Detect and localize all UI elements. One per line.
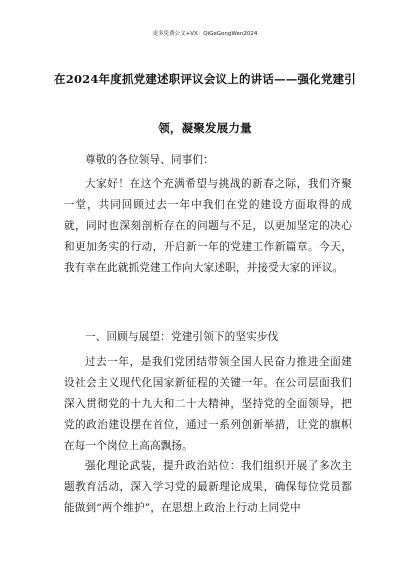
- header-note: 更多免费公文+VX：QiGeGongWen2024: [152, 31, 258, 37]
- paragraph-theory: 强化理论武装，提升政治站位：我们组织开展了多次主题教育活动，深入学习党的最新理论成果，确保每位党员都能做到“两个维护”，在思想上政治上行动上同党中: [64, 460, 352, 514]
- paragraph-opening: 大家好！在这个充满希望与挑战的新春之际，我们齐聚一堂，共同回顾过去一年中我们在党的建设方面取得的成就，同时也深刻剖析存在的问题与不足，以更加坚定的决心和更加务实的行动，开启新一年的党建工作新篇章。今天，我有幸在此就抓党建工作向大家述职，并接受大家的评议。: [64, 178, 352, 274]
- section-heading: 一、回顾与展望：党建引领下的坚实步伐: [85, 331, 279, 343]
- paragraph-review: 过去一年，是我们党团结带领全国人民奋力推进全面建设社会主义现代化国家新征程的关键一年。在公司层面我们深入贯彻党的十九大和二十大精神，坚持党的全面领导，把党的政治建设摆在首位，通过一系列创新举措，让党的旗帜在每一个岗位上高高飘扬。: [64, 356, 352, 452]
- salutation: 尊敬的各位领导、同事们：: [85, 154, 214, 166]
- document-title-line1: 在2024年度抓党建述职评议会议上的讲话——强化党建引: [54, 72, 356, 86]
- document-title-line2: 领，凝聚发展力量: [158, 121, 252, 135]
